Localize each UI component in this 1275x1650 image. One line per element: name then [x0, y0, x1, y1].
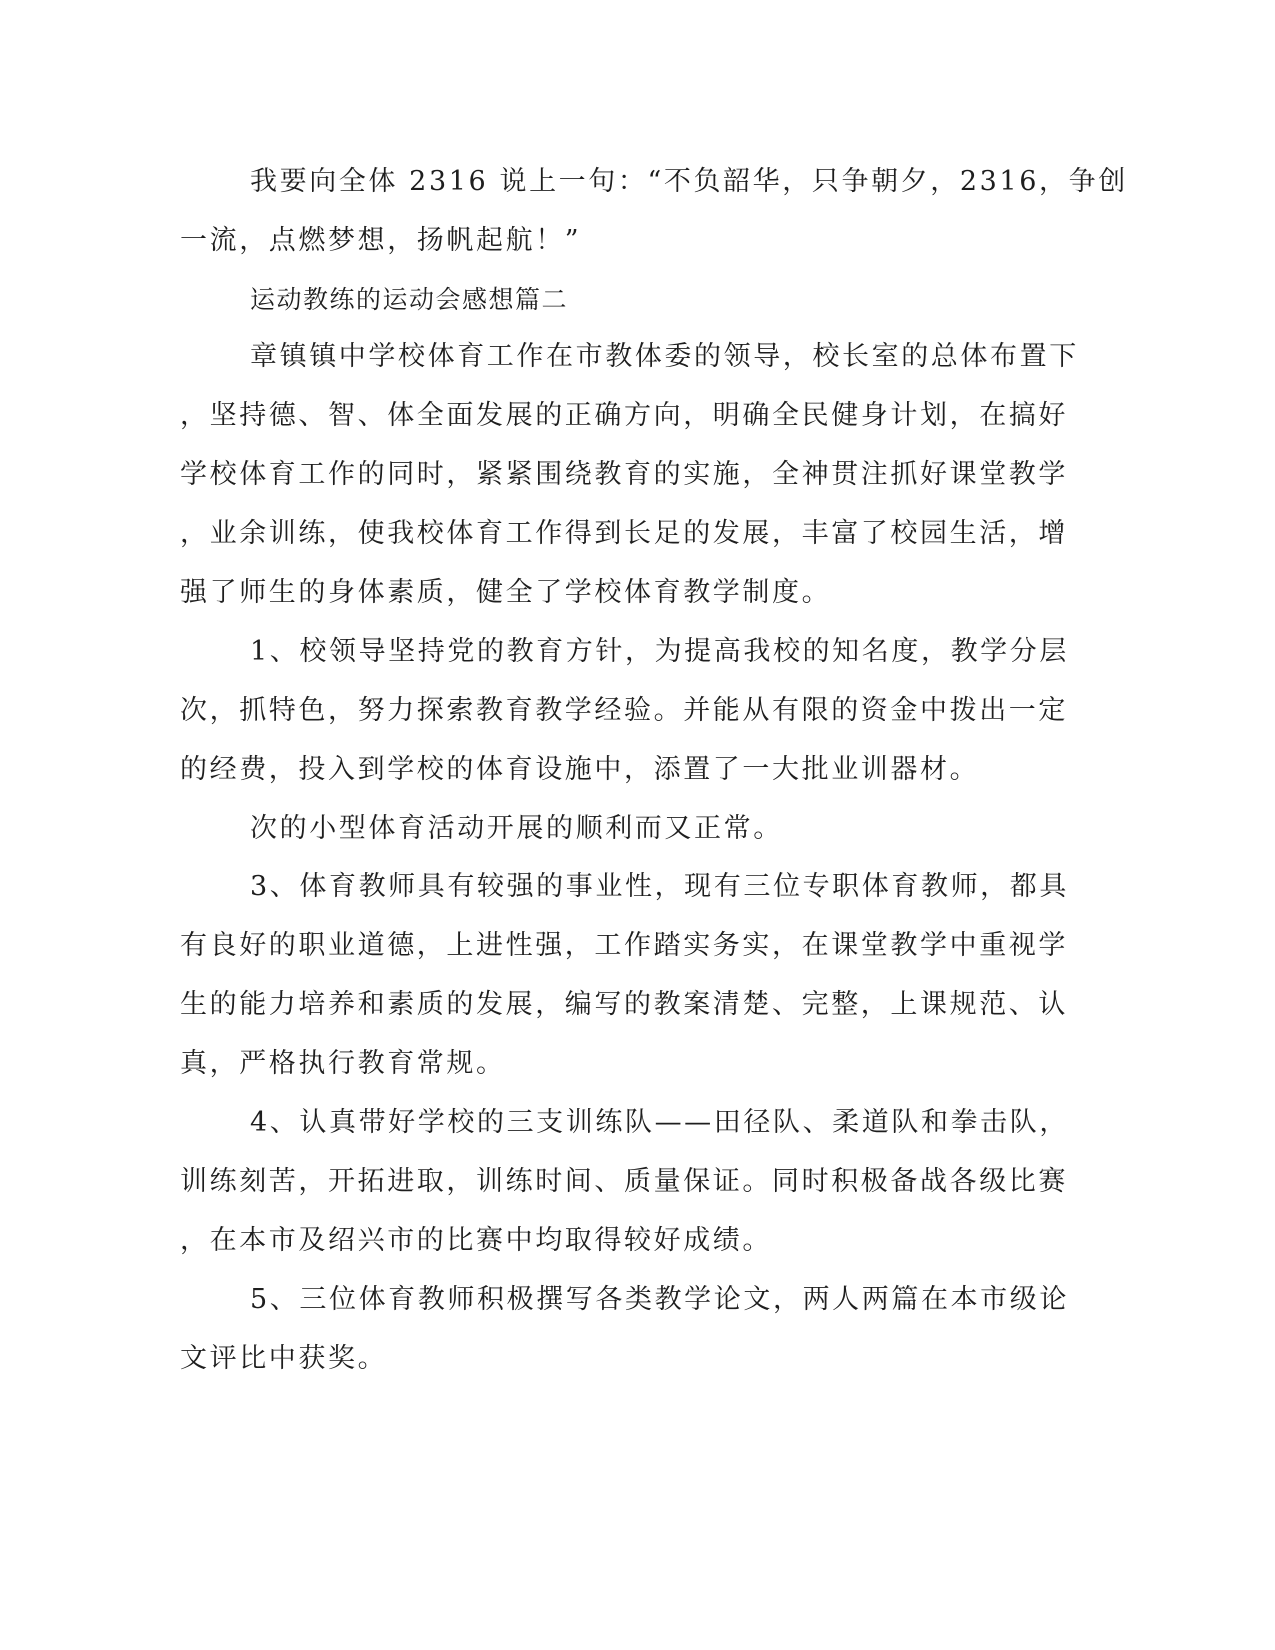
- text-line: ，业余训练，使我校体育工作得到长足的发展，丰富了校园生活，增: [180, 518, 1068, 549]
- text-line: 的经费，投入到学校的体育设施中，添置了一大批业训器材。: [180, 754, 980, 785]
- text-line: 次，抓特色，努力探索教育教学经验。并能从有限的资金中拨出一定: [180, 695, 1068, 726]
- paragraph-7: [180, 1270, 1069, 1388]
- text-line: 生的能力培养和素质的发展，编写的教案清楚、完整，上课规范、认: [180, 989, 1068, 1020]
- text-line: 文评比中获奖。: [180, 1343, 388, 1374]
- paragraph-3: [180, 622, 1069, 799]
- text-line: 3、体育教师具有较强的事业性，现有三位专职体育教师，都具: [250, 871, 1069, 902]
- heading-text: 运动教练的运动会感想篇二: [250, 285, 569, 314]
- text-line: 有良好的职业道德，上进性强，工作踏实务实，在课堂教学中重视学: [180, 930, 1068, 961]
- text-line: 1、校领导坚持党的教育方针，为提高我校的知名度，教学分层: [250, 636, 1069, 667]
- text-line: 一流，点燃梦想，扬帆起航！”: [180, 225, 582, 256]
- text-line: 真，严格执行教育常规。: [180, 1048, 506, 1079]
- text-line: 学校体育工作的同时，紧紧围绕教育的实施，全神贯注抓好课堂教学: [180, 459, 1068, 490]
- paragraph-2: [180, 327, 1079, 622]
- paragraph-6: [180, 1093, 1069, 1270]
- section-heading: [180, 270, 1040, 329]
- paragraph-5: [180, 857, 1069, 1093]
- paragraph-4: [180, 799, 1040, 858]
- text-line: 训练刻苦，开拓进取，训练时间、质量保证。同时积极备战各级比赛: [180, 1166, 1068, 1197]
- text-line: 4、认真带好学校的三支训练队——田径队、柔道队和拳击队，: [250, 1107, 1069, 1138]
- text-line: 强了师生的身体素质，健全了学校体育教学制度。: [180, 577, 832, 608]
- text-line: ，在本市及绍兴市的比赛中均取得较好成绩。: [180, 1225, 772, 1256]
- text-line: ，坚持德、智、体全面发展的正确方向，明确全民健身计划，在搞好: [180, 400, 1068, 431]
- paragraph-1: [180, 152, 1128, 270]
- text-line: 5、三位体育教师积极撰写各类教学论文，两人两篇在本市级论: [250, 1284, 1069, 1315]
- text-line: 我要向全体 2316 说上一句：“不负韶华，只争朝夕，2316，争创: [250, 166, 1128, 197]
- text-line: 章镇镇中学校体育工作在市教体委的领导，校长室的总体布置下: [250, 341, 1079, 372]
- text-line: 次的小型体育活动开展的顺利而又正常。: [250, 813, 783, 844]
